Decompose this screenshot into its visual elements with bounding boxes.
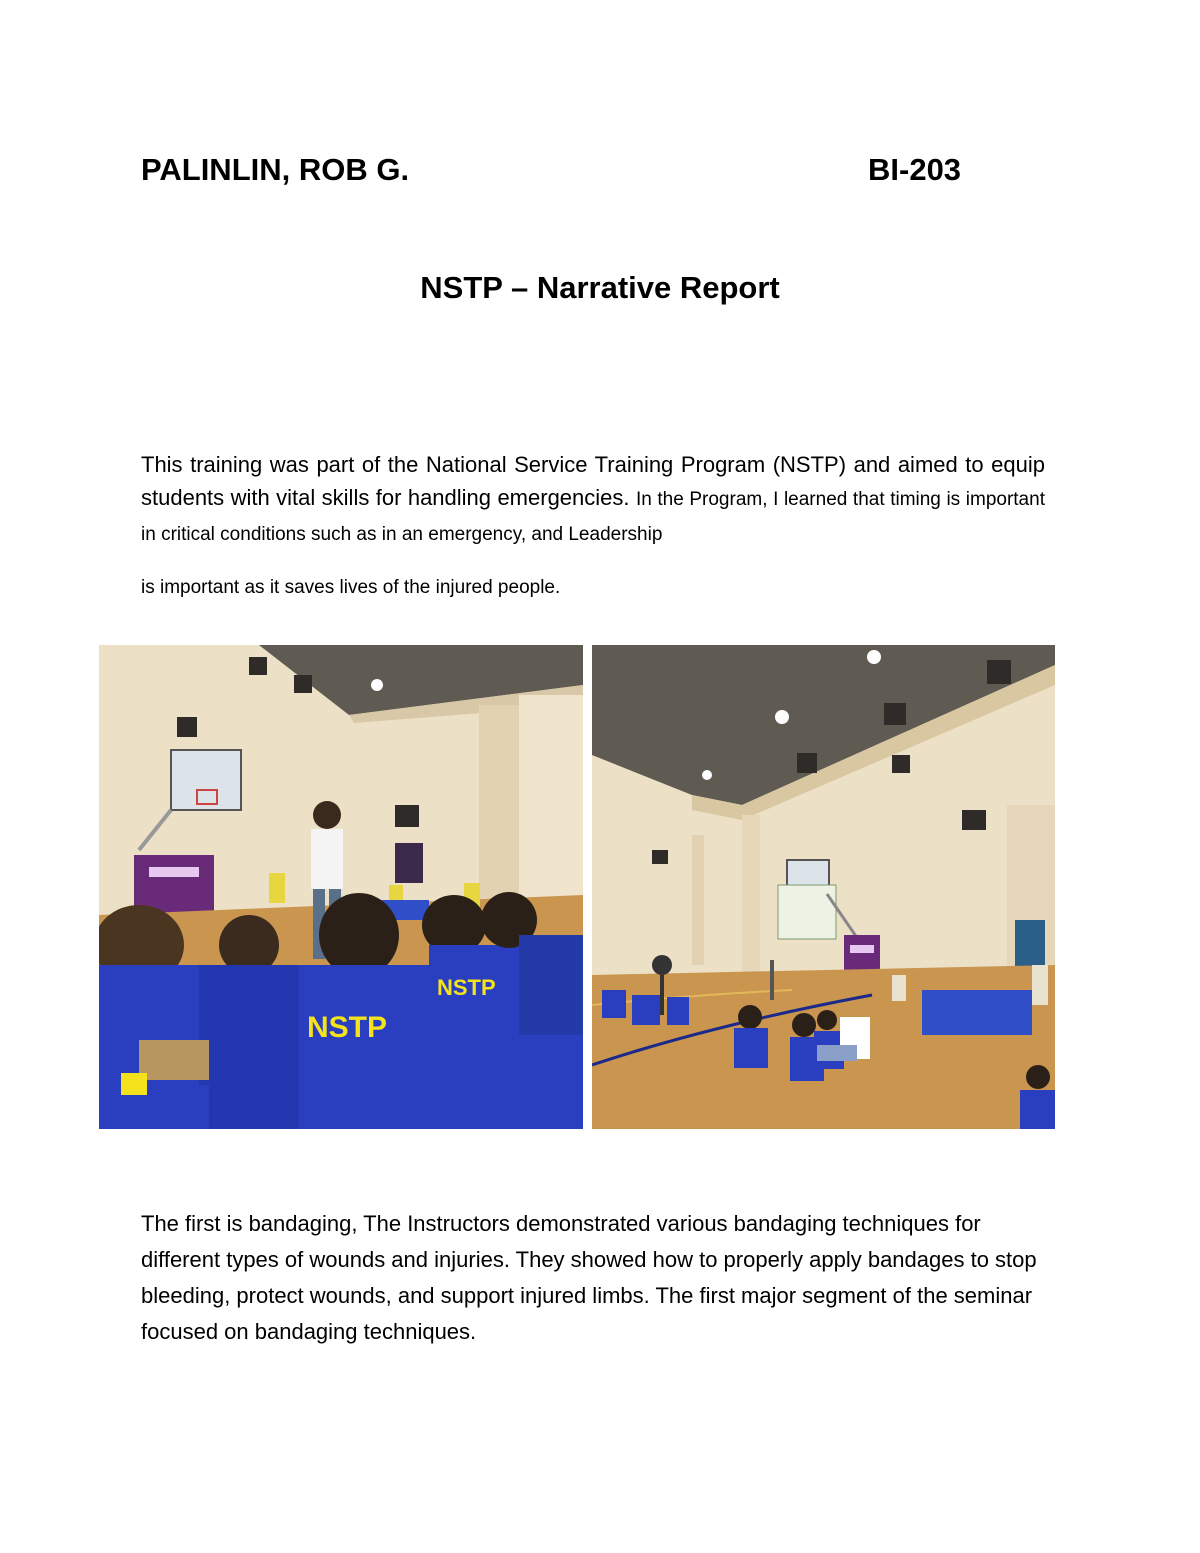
document-title: NSTP – Narrative Report (420, 270, 780, 305)
seminar-photo-practice (592, 645, 1055, 1129)
intro-paragraph (141, 448, 1045, 604)
bandaging-paragraph: The first is bandaging, The Instructors demonstrated various bandaging techniques for different types of wounds and injuries. They showed how to properly apply bandages to stop bleeding, protect wounds, and support injured limbs. The first major segment of the seminar focused on bandaging techniques. (141, 1211, 1037, 1344)
shirt-label-back: NSTP (437, 975, 496, 1000)
intro-last-line: is important as it saves lives of the injured people. (141, 577, 561, 598)
intro-main-text: This training was part of the National Service Training Program (NSTP) and aimed to equip students with vital skills for handling emergencies. (141, 452, 1045, 510)
shirt-label-front: NSTP (307, 1011, 388, 1044)
intro-small-text: In the Program, I learned that timing is important in critical conditions such as in an emergency, and Leadership (141, 489, 1045, 545)
seminar-photo-speaker (99, 645, 583, 1129)
section-code: BI-203 (868, 152, 962, 187)
student-name: PALINLIN, ROB G. (141, 152, 410, 187)
